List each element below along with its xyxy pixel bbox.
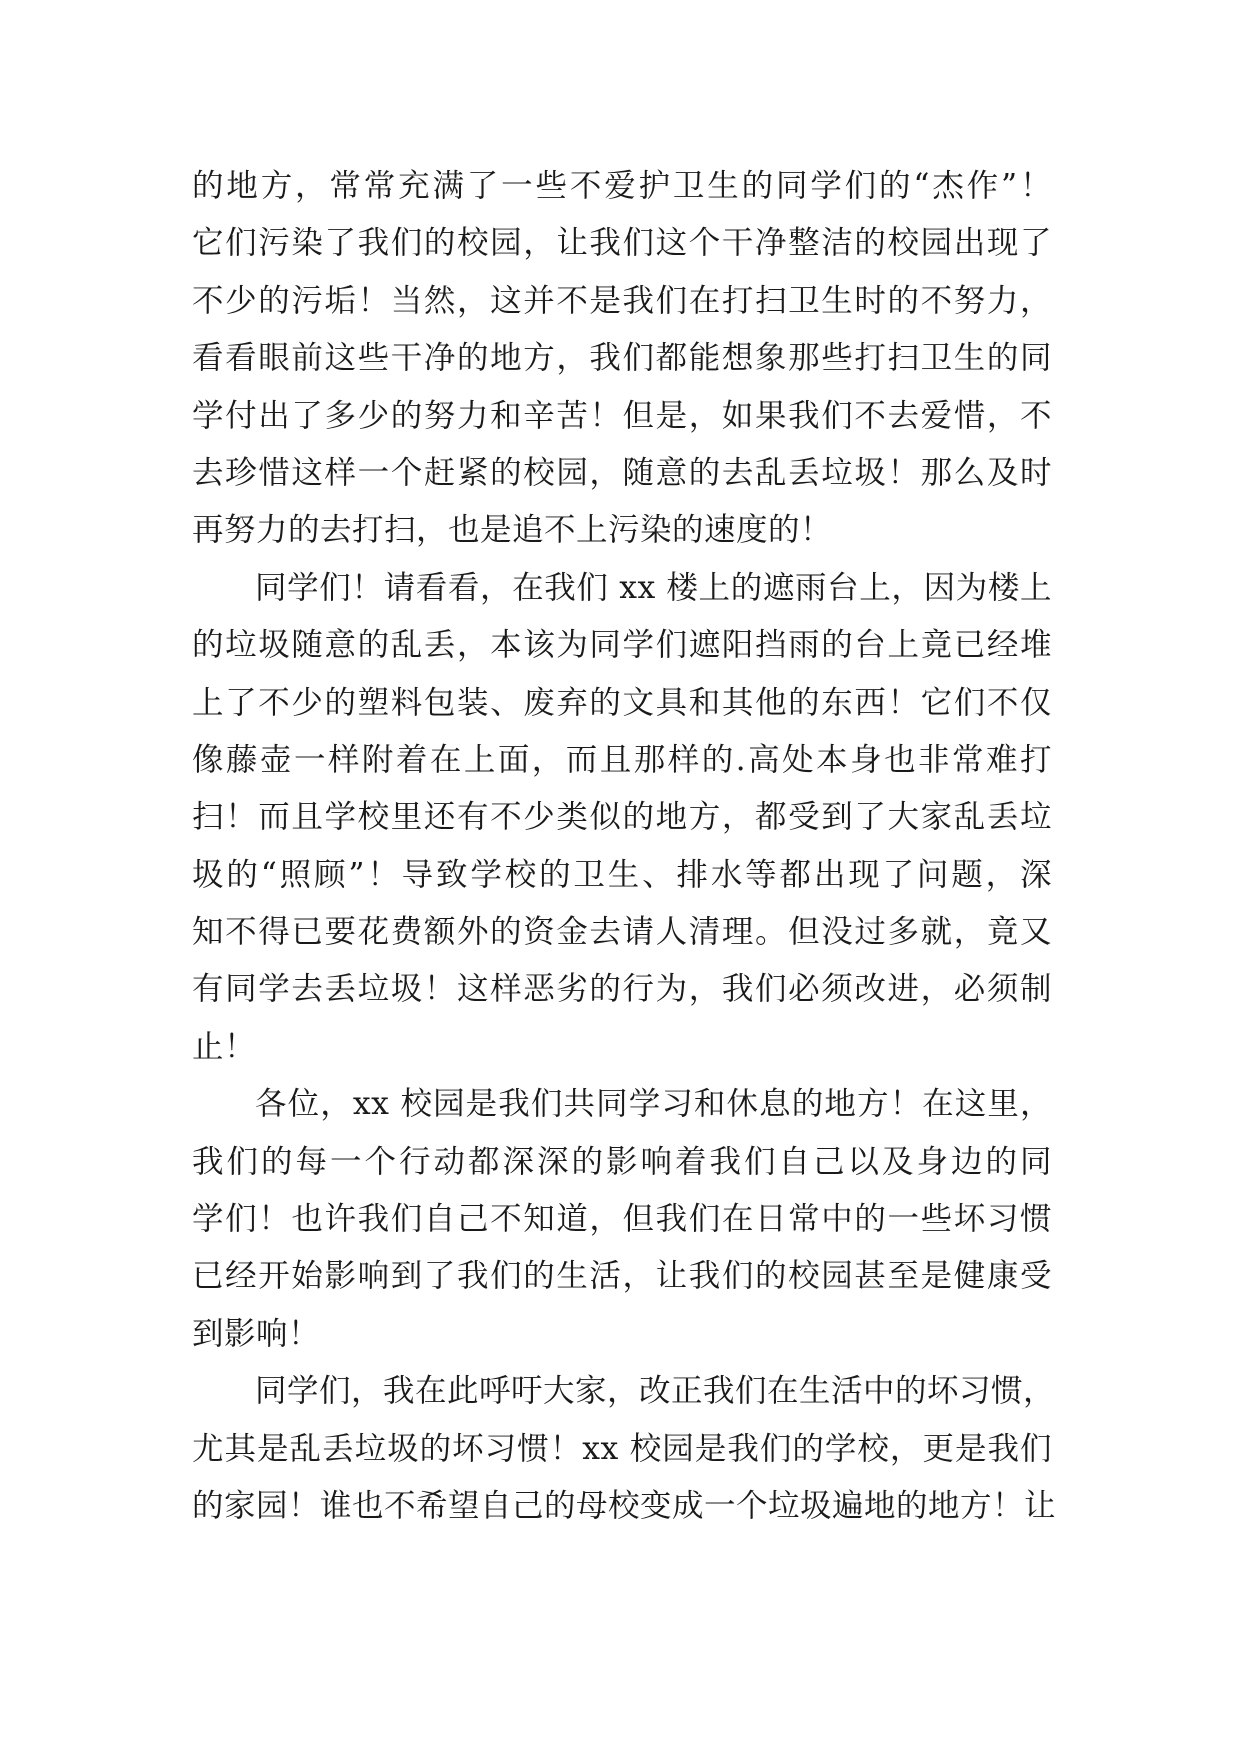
text-line: 已经开始影响到了我们的生活，让我们的校园甚至是健康受 [192, 1258, 1052, 1295]
text-line: 到影响！ [192, 1315, 321, 1352]
text-line: 知不得已要花费额外的资金去请人清理。但没过多就，竟又 [192, 914, 1052, 951]
text-line: 我们的每一个行动都深深的影响着我们自己以及身边的同 [192, 1143, 1052, 1180]
text-line: 学们！也许我们自己不知道，但我们在日常中的一些坏习惯 [192, 1201, 1052, 1238]
text-line: 上了不少的塑料包装、废弃的文具和其他的东西！它们不仅 [192, 684, 1052, 721]
paragraph-start-line: 同学们！请看看，在我们 xx 楼上的遮雨台上，因为楼上 [255, 569, 1052, 606]
text-line: 去珍惜这样一个赶紧的校园，随意的去乱丢垃圾！那么及时 [192, 454, 1052, 491]
paragraph-start-line: 各位，xx 校园是我们共同学习和休息的地方！在这里， [255, 1086, 1052, 1123]
text-line: 不少的污垢！当然，这并不是我们在打扫卫生时的不努力， [192, 282, 1052, 319]
text-line: 的地方，常常充满了一些不爱护卫生的同学们的“杰作”！ [192, 168, 1052, 204]
paragraph-start-line: 同学们，我在此呼吁大家，改正我们在生活中的坏习惯， [255, 1373, 1056, 1410]
text-line: 看看眼前这些干净的地方，我们都能想象那些打扫卫生的同 [192, 340, 1052, 377]
text-line: 再努力的去打扫，也是追不上污染的速度的！ [192, 512, 833, 549]
body-text [192, 158, 1057, 1535]
text-line: 学付出了多少的努力和辛苦！但是，如果我们不去爱惜，不 [192, 397, 1052, 434]
text-line: 有同学去丢垃圾！这样恶劣的行为，我们必须改进，必须制 [192, 971, 1052, 1008]
text-line: 的垃圾随意的乱丢，本该为同学们遮阳挡雨的台上竟已经堆 [192, 627, 1052, 664]
text-line: 的家园！谁也不希望自己的母校变成一个垃圾遍地的地方！让 [192, 1487, 1057, 1524]
text-line: 像藤壶一样附着在上面，而且那样的.高处本身也非常难打 [192, 741, 1052, 778]
text-line: 扫！而且学校里还有不少类似的地方，都受到了大家乱丢垃 [192, 799, 1052, 836]
text-line: 尤其是乱丢垃圾的坏习惯！xx 校园是我们的学校，更是我们 [192, 1430, 1052, 1467]
text-line: 它们污染了我们的校园，让我们这个干净整洁的校园出现了 [192, 225, 1052, 262]
text-line: 圾的“照顾”！导致学校的卫生、排水等都出现了问题，深 [192, 856, 1052, 893]
text-line: 止！ [192, 1028, 257, 1065]
